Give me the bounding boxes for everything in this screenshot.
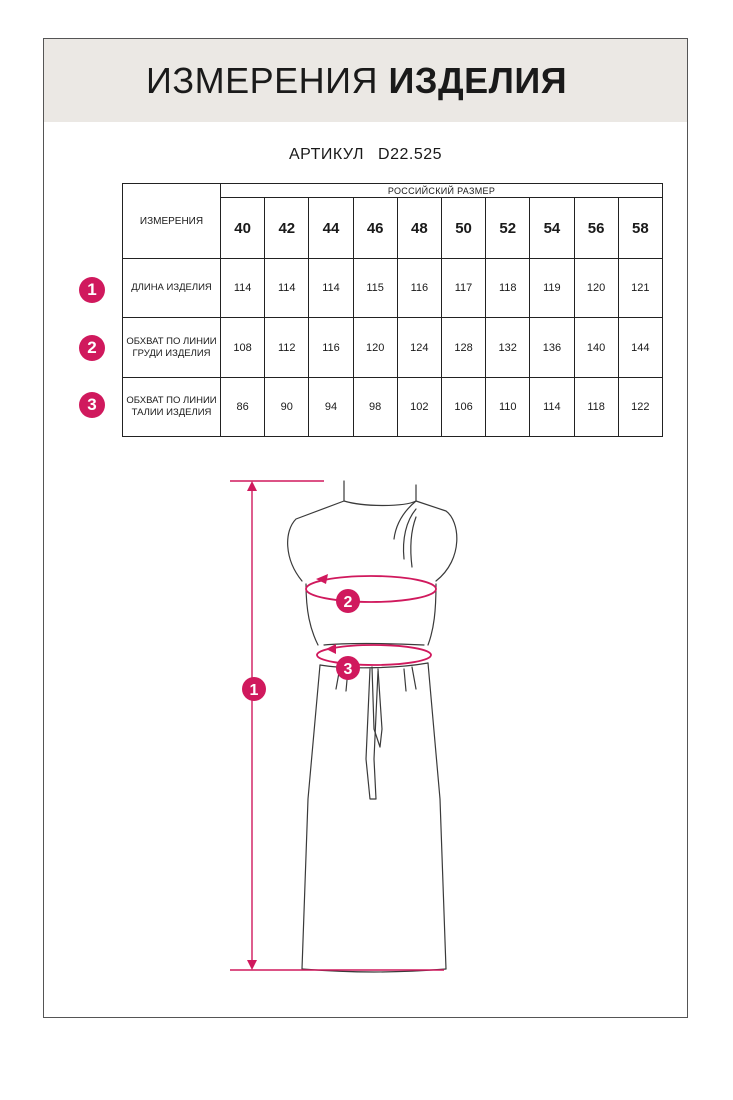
table-cell: 117	[441, 259, 485, 318]
table-cell: 114	[265, 259, 309, 318]
measurement-card	[43, 38, 688, 1018]
table-cell: 116	[309, 318, 353, 378]
row-number-badge: 1	[79, 277, 105, 303]
bust-measure	[306, 574, 436, 613]
table-cell: 94	[309, 378, 353, 437]
size-header: 56	[574, 198, 618, 259]
table-cell: 122	[618, 378, 662, 437]
size-header: 48	[397, 198, 441, 259]
table-cell: 144	[618, 318, 662, 378]
article-label: АРТИКУЛ	[288, 146, 365, 163]
size-header: 50	[441, 198, 485, 259]
marker-1	[242, 677, 266, 701]
table-cell: 119	[530, 259, 574, 318]
table-cell: 120	[353, 318, 397, 378]
table-cell: 116	[397, 259, 441, 318]
row-label: ОБХВАТ ПО ЛИНИИ ГРУДИ ИЗДЕЛИЯ	[123, 318, 221, 378]
measure-header: ИЗМЕРЕНИЯ	[123, 184, 221, 259]
table-cell: 110	[486, 378, 530, 437]
table-cell: 114	[221, 259, 265, 318]
marker-2-label: 2	[343, 594, 353, 611]
row-number-badge: 3	[79, 392, 105, 418]
row-label: ДЛИНА ИЗДЕЛИЯ	[123, 259, 221, 318]
size-header: 40	[221, 198, 265, 259]
table-cell: 121	[618, 259, 662, 318]
table-cell: 118	[574, 378, 618, 437]
table-cell: 102	[397, 378, 441, 437]
table-cell: 124	[397, 318, 441, 378]
marker-3-label: 3	[343, 661, 353, 678]
size-system-header: РОССИЙСКИЙ РАЗМЕР	[221, 184, 663, 198]
table-cell: 90	[265, 378, 309, 437]
title-light: ИЗМЕРЕНИЯ	[146, 60, 379, 101]
length-arrow-top	[247, 481, 257, 491]
table-cell: 128	[441, 318, 485, 378]
size-header: 42	[265, 198, 309, 259]
length-measure	[230, 481, 444, 970]
table-cell: 140	[574, 318, 618, 378]
table-cell: 86	[221, 378, 265, 437]
article-code: D22.525	[378, 146, 443, 163]
table-cell: 118	[486, 259, 530, 318]
size-header: 54	[530, 198, 574, 259]
size-header: 44	[309, 198, 353, 259]
table-cell: 115	[353, 259, 397, 318]
size-header: 46	[353, 198, 397, 259]
row-label: ОБХВАТ ПО ЛИНИИ ТАЛИИ ИЗДЕЛИЯ	[123, 378, 221, 437]
row-number-badge: 2	[79, 335, 105, 361]
table-cell: 132	[486, 318, 530, 378]
dress-outline	[288, 481, 457, 972]
table-cell: 136	[530, 318, 574, 378]
size-header: 52	[486, 198, 530, 259]
table-cell: 114	[530, 378, 574, 437]
table-cell: 120	[574, 259, 618, 318]
marker-1-label: 1	[249, 682, 259, 699]
table-cell: 112	[265, 318, 309, 378]
table-cell: 108	[221, 318, 265, 378]
table-cell: 98	[353, 378, 397, 437]
size-header: 58	[618, 198, 662, 259]
dress-sketch	[44, 39, 689, 1019]
length-arrow-bottom	[247, 960, 257, 970]
table-cell: 106	[441, 378, 485, 437]
title-bold: ИЗДЕЛИЯ	[388, 60, 568, 101]
table-cell: 114	[309, 259, 353, 318]
